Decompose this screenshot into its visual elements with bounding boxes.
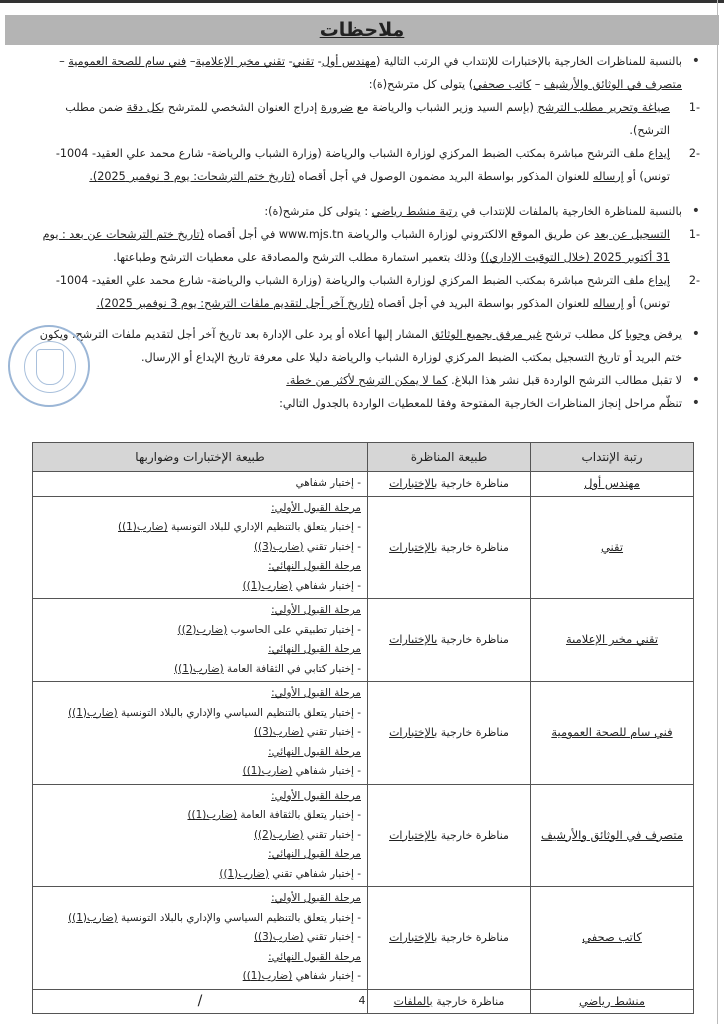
text: بالنسبة للمناظرة الخارجية بالملفات للإنتداب في <box>457 205 682 218</box>
phase-label <box>39 684 361 704</box>
test-item <box>39 723 361 743</box>
text: للعنوان المذكور بواسطة البريد مضمون الوصول في أجل أقصاه <box>295 170 594 183</box>
phase-label <box>39 601 361 621</box>
official-stamp-icon <box>8 325 90 407</box>
cell-type <box>368 784 531 887</box>
coefficient: (ضارب(1)) <box>118 521 168 533</box>
text: وجوبا <box>625 328 651 341</box>
rank-name: متصرف في الوثائق والأرشيف <box>541 827 683 842</box>
cell-rank <box>531 496 694 599</box>
section1-item-1 <box>28 96 708 142</box>
test-text: - إختبار شفاهي <box>292 970 361 982</box>
section1-intro: • بالنسبة للمناظرات الخارجية بالإختبارات للإنتداب في الرتب التالية (مهندس أول- تقني- تقني مخبر الإعلامية– فني سام للصحة العمومية – متصرف في الوثائق والأرشيف – كاتب صحفي) يتولى كل مترشح(ة): <box>28 50 708 96</box>
type-prefix: مناظرة خارجية <box>437 931 509 944</box>
note-not-accepted <box>28 369 708 392</box>
no-tests: / <box>197 992 203 1009</box>
text: كل مطلب ترشح <box>541 328 626 341</box>
cell-tests <box>33 682 368 785</box>
text: إيداع <box>648 147 670 160</box>
test-text: - إختبار تقني <box>303 828 361 841</box>
phase-text: مرحلة القبول الأولي: <box>271 501 361 514</box>
type-method: بالإختبارات <box>389 477 438 490</box>
cell-type <box>368 887 531 990</box>
text: رتبة منشط رياضي <box>371 205 458 218</box>
test-item <box>39 967 361 987</box>
test-item <box>39 704 361 724</box>
phase-text: مرحلة القبول الأولي: <box>271 687 361 699</box>
text: لا تقبل مطالب الترشح الواردة قبل نشر هذا البلاغ. <box>447 374 682 387</box>
test-text: - إختبار شفاهي <box>292 765 361 777</box>
rank-link: كاتب صحفي <box>473 78 532 91</box>
rank-name: مهندس أول <box>584 476 640 490</box>
coefficient: (ضارب(1)) <box>68 911 118 924</box>
phase-text: مرحلة القبول الأولي: <box>271 892 361 904</box>
phase-label <box>39 743 361 763</box>
text: ضمن مطلب الترشح). <box>65 101 670 137</box>
text: إرساله <box>593 170 624 183</box>
phase-label <box>39 889 361 909</box>
test-item <box>39 621 361 641</box>
cell-tests <box>33 887 368 990</box>
type-method: بالإختبارات <box>389 540 438 554</box>
test-item <box>39 806 361 826</box>
phase-label <box>39 787 361 807</box>
note-table-intro <box>28 392 708 415</box>
phase-text: مرحلة القبول النهائي: <box>268 643 361 655</box>
test-text: - إختبار يتعلق بالتنظيم الإداري للبلاد التونسية <box>167 521 361 533</box>
coefficient: (ضارب(1)) <box>219 867 270 880</box>
test-text: - إختبار تقني <box>303 726 361 738</box>
test-item <box>39 538 361 558</box>
phase-text: مرحلة القبول النهائي: <box>268 745 361 758</box>
table-row <box>33 682 694 785</box>
cell-type <box>368 682 531 785</box>
test-item <box>39 577 361 597</box>
test-item <box>39 826 361 846</box>
section2-intro <box>28 200 708 223</box>
coat-of-arms-icon <box>36 349 64 385</box>
item-number: 1- <box>688 228 700 241</box>
rank-name: منشط رياضي <box>578 993 646 1008</box>
type-method: بالإختبارات <box>389 726 438 739</box>
test-text: - إختبار تقني <box>303 540 361 553</box>
page-title: ملاحظات <box>319 19 405 41</box>
section2-item-1 <box>28 223 708 269</box>
type-prefix: مناظرة خارجية <box>437 540 509 554</box>
test-item <box>39 518 361 538</box>
coefficient: (ضارب(3)) <box>253 540 304 553</box>
rank-link: فني سام للصحة العمومية <box>68 55 187 68</box>
phase-text: مرحلة القبول النهائي: <box>268 560 361 572</box>
text: وذلك بتعمير استمارة مطلب الترشح والمصادقة على معطيات الترشح وطباعتها. <box>113 251 481 264</box>
table-row <box>33 784 694 887</box>
cell-rank <box>531 887 694 990</box>
text: إيداع <box>648 274 670 287</box>
rank-link: مهندس أول <box>321 55 376 68</box>
test-item <box>39 660 361 680</box>
text: إرساله <box>593 297 624 310</box>
rank-link: تقني <box>292 55 315 68</box>
phase-text: مرحلة القبول النهائي: <box>268 848 361 860</box>
rank-name: كاتب صحفي <box>582 930 642 944</box>
phase-label <box>39 845 361 865</box>
coefficient: (ضارب(1)) <box>242 970 293 982</box>
cell-tests <box>33 472 368 497</box>
page-number: 4 <box>358 994 366 1007</box>
test-item <box>39 865 361 885</box>
test-item <box>39 909 361 929</box>
phase-label <box>39 499 361 519</box>
header-rank: رتبة الإنتداب <box>531 443 694 472</box>
cell-rank <box>531 682 694 785</box>
text: (بإسم السيد وزير الشباب والرياضة مع <box>353 101 538 114</box>
text: التسجيل عن بعد <box>594 228 670 241</box>
text: ) يتولى كل مترشح(ة): <box>368 78 474 91</box>
top-border <box>0 0 724 3</box>
coefficient: (ضارب(2)) <box>253 828 304 841</box>
table-row <box>33 496 694 599</box>
item-number: 2- <box>688 274 700 287</box>
text: كما لا يمكن الترشح لأكثر من خطة. <box>286 374 448 387</box>
table-row <box>33 887 694 990</box>
text: صياغة وتحرير مطلب الترشح <box>537 101 670 114</box>
text: عن طريق الموقع الالكتروني لوزارة الشباب والرياضة www.mjs.tn في أجل أقصاه <box>204 228 595 241</box>
phase-label <box>39 557 361 577</box>
coefficient: (ضارب(1)) <box>174 662 224 675</box>
coefficient: (ضارب(3)) <box>253 931 304 943</box>
type-prefix: مناظرة خارجية <box>432 994 505 1008</box>
coefficient: (ضارب(2)) <box>177 623 228 636</box>
test-text: - إختبار يتعلق بالتنظيم السياسي والإداري بالبلاد التونسية <box>117 706 361 719</box>
item-number: 1- <box>688 101 700 114</box>
test-text: - إختبار شفاهي <box>295 477 361 489</box>
type-method: بالإختبارات <box>389 828 438 842</box>
test-item <box>39 928 361 948</box>
notes-content <box>28 50 708 415</box>
test-text: - إختبار كتابي في الثقافة العامة <box>223 662 361 675</box>
text: ملف الترشح مباشرة بمكتب الضبط المركزي لوزارة الشباب والرياضة (وزارة الشباب والرياضة- شارع محمد علي العقيد- 1004- تونس) أو <box>55 274 670 310</box>
text: : يتولى كل مترشح(ة): <box>264 205 372 218</box>
section1-item-2 <box>28 142 708 188</box>
header-type: طبيعة المناظرة <box>368 443 531 472</box>
phase-text: مرحلة القبول الأولي: <box>271 604 361 616</box>
type-prefix: مناظرة خارجية <box>437 828 509 842</box>
type-method: بالإختبارات <box>389 931 438 944</box>
table-header-row <box>33 443 694 472</box>
recruitment-table <box>32 442 694 1014</box>
coefficient: (ضارب(3)) <box>253 726 304 738</box>
text: ملف الترشح مباشرة بمكتب الضبط المركزي لوزارة الشباب والرياضة (وزارة الشباب والرياضة- شارع محمد علي العقيد- 1004- تونس) أو <box>55 147 670 183</box>
text: المشار إليها أعلاه أو يرد على الإدارة بعد تاريخ آخر أجل لتقديم ملفات الترشح. ويكون ختم البريد أو تاريخ التسجيل بمكتب الضبط المركزي لوزارة الشباب والرياضة دليلا على معرفة تاريخ الإيداع أو الإرسال. <box>39 328 682 364</box>
test-text: - إختبار شفاهي <box>292 579 361 592</box>
text: إدراج العنوان الشخصي للمترشح <box>164 101 321 114</box>
header-tests: طبيعة الإختبارات وضواربها <box>33 443 368 472</box>
cell-type <box>368 496 531 599</box>
type-prefix: مناظرة خارجية <box>437 633 509 647</box>
text: ضرورة <box>320 101 354 114</box>
text: للعنوان المذكور بواسطة البريد في أجل أقصاه <box>374 297 594 310</box>
coefficient: (ضارب(1)) <box>187 809 238 821</box>
type-prefix: مناظرة خارجية <box>437 477 509 490</box>
type-prefix: مناظرة خارجية <box>437 726 509 739</box>
table-row <box>33 472 694 497</box>
test-text: - إختبار يتعلق بالثقافة العامة <box>237 809 361 821</box>
cell-type <box>368 599 531 682</box>
type-method: بالإختبارات <box>389 633 438 647</box>
rank-link: متصرف في الوثائق والأرشيف <box>543 78 682 91</box>
cell-tests <box>33 599 368 682</box>
item-number: 2- <box>688 147 700 160</box>
coefficient: (ضارب(1)) <box>68 706 118 719</box>
test-text: - إختبار شفاهي تقني <box>269 867 361 880</box>
phase-text: مرحلة القبول النهائي: <box>268 950 361 963</box>
text: (تاريخ ختم الترشحات: يوم 3 نوفمبر 2025). <box>89 170 296 183</box>
test-item <box>39 474 361 494</box>
text: بالنسبة للمناظرات الخارجية بالإختبارات للإنتداب في الرتب التالية ( <box>375 55 682 68</box>
text: (تاريخ آخر أجل لتقديم ملفات الترشح: يوم 3 نوفمبر 2025). <box>96 297 375 310</box>
text: يرفض <box>650 328 682 341</box>
cell-rank <box>531 784 694 887</box>
coefficient: (ضارب(1)) <box>242 579 293 592</box>
test-text: - إختبار تطبيقي على الحاسوب <box>227 623 361 636</box>
test-text: - إختبار تقني <box>303 931 361 943</box>
text: بكل دقة <box>126 101 165 114</box>
table-row <box>33 599 694 682</box>
table-body <box>33 472 694 1014</box>
rank-name: تقني مخبر الإعلامية <box>565 632 659 647</box>
text: (تاريخ ختم الترشحات عن بعد : يوم 31 أكتوبر 2025 (خلال التوقيت الإداري)) <box>42 228 670 264</box>
text: تنظّم مراحل إنجاز المناظرات الخارجية المفتوحة وفقا للمعطيات الواردة بالجدول التالي: <box>279 397 682 410</box>
phase-label <box>39 948 361 968</box>
section2-item-2 <box>28 269 708 315</box>
cell-tests <box>33 784 368 887</box>
cell-rank <box>531 599 694 682</box>
phase-label <box>39 640 361 660</box>
cell-tests <box>33 496 368 599</box>
text: غير مرفق بجميع الوثائق <box>431 328 542 341</box>
test-item <box>39 762 361 782</box>
page-edge <box>717 0 718 1024</box>
note-rejection <box>28 323 708 369</box>
type-method: بالملفات <box>393 994 433 1008</box>
rank-name: تقني <box>600 539 624 554</box>
phase-text: مرحلة القبول الأولي: <box>271 789 361 802</box>
coefficient: (ضارب(1)) <box>242 765 293 777</box>
rank-name: فني سام للصحة العمومية <box>551 725 673 739</box>
page-title-banner <box>5 15 719 45</box>
rank-link: تقني مخبر الإعلامية <box>195 55 286 68</box>
cell-type <box>368 472 531 497</box>
cell-rank <box>531 472 694 497</box>
test-text: - إختبار يتعلق بالتنظيم السياسي والإداري بالبلاد التونسية <box>117 911 361 924</box>
